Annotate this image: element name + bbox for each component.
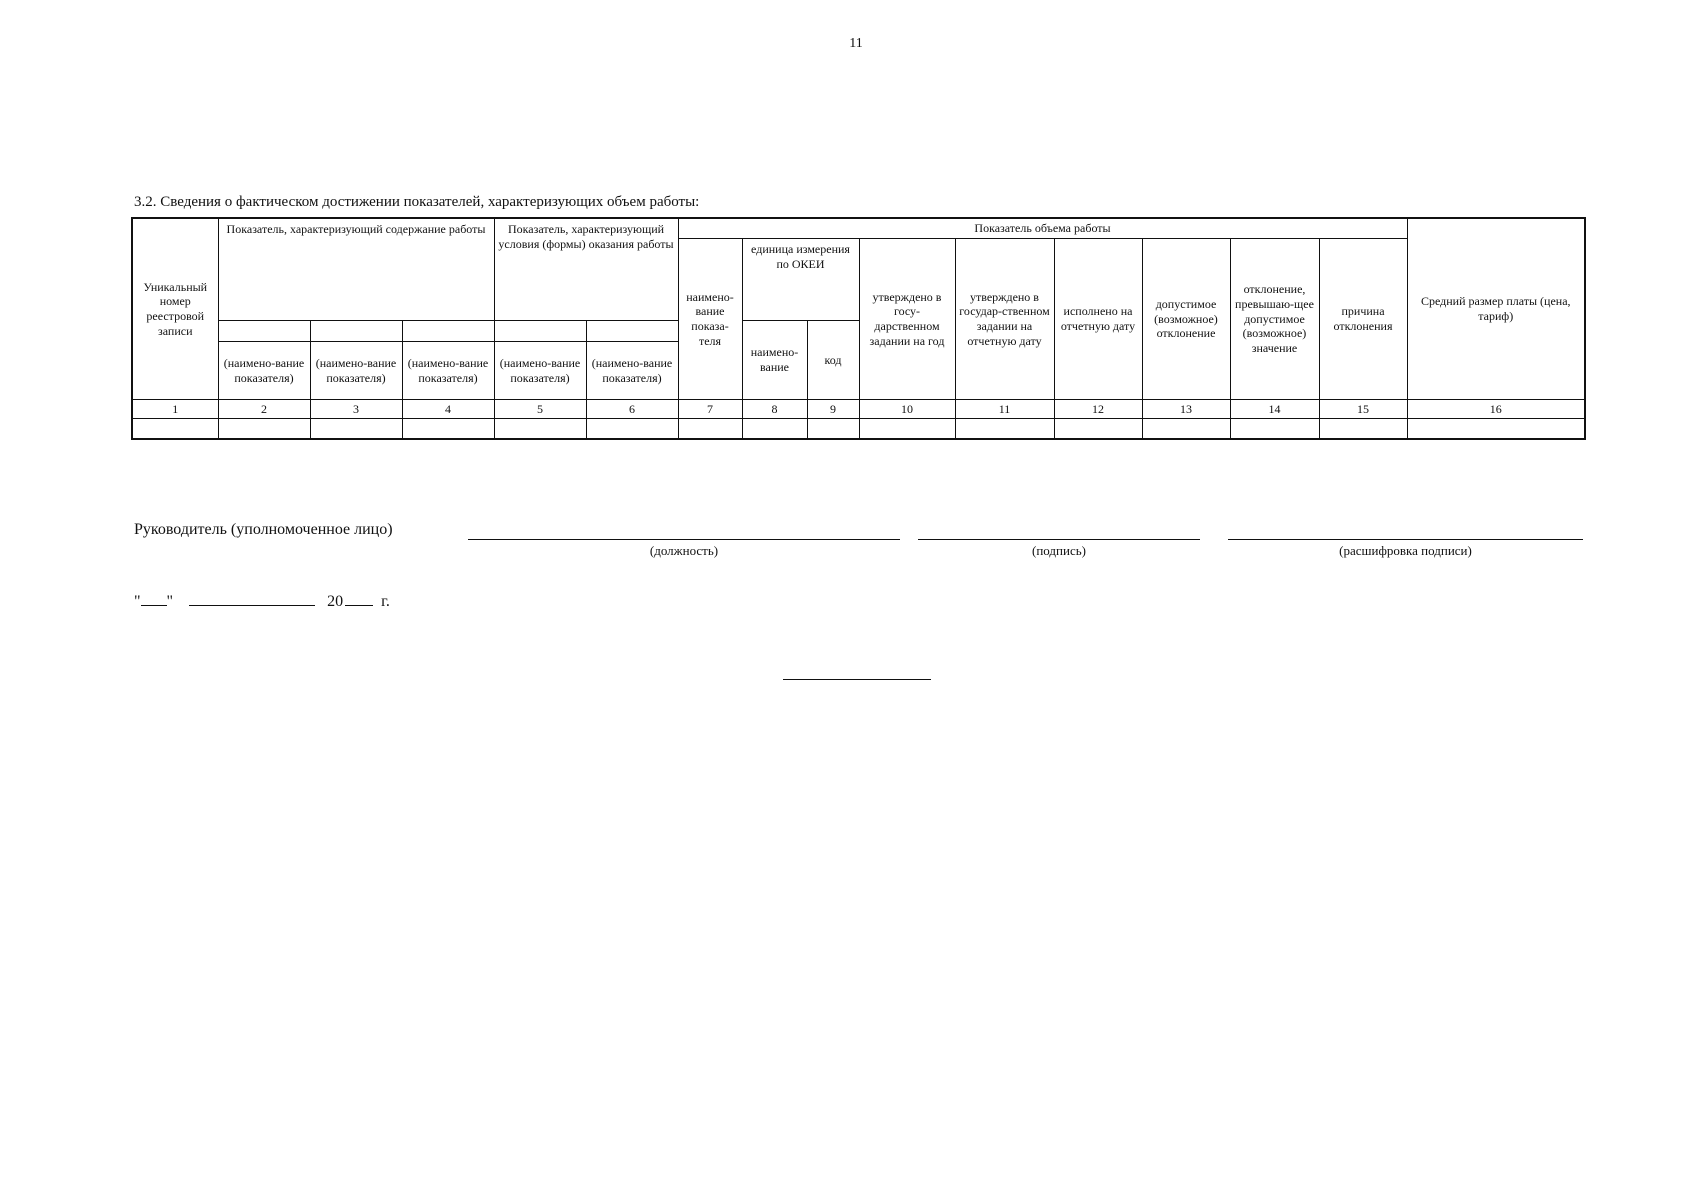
date-line [134, 591, 390, 611]
signature-caption: (подпись) [1032, 543, 1086, 558]
header-unit-code: код [807, 321, 859, 400]
header-unit-name: наимено-вание [742, 321, 807, 400]
header-approved-year: утверждено в госу-дарственном задании на год [859, 239, 955, 400]
column-number: 3 [310, 400, 402, 419]
column-number: 8 [742, 400, 807, 419]
subheader-indicator-name: (наимено-вание показателя) [586, 342, 678, 400]
blank-cell [494, 321, 586, 342]
column-number: 13 [1142, 400, 1230, 419]
empty-data-row [132, 419, 1585, 440]
header-allowed-deviation: допустимое (возможное) отклонение [1142, 239, 1230, 400]
empty-cell [1230, 419, 1319, 440]
month-blank [189, 591, 315, 606]
subheader-indicator-name: (наимено-вание показателя) [310, 342, 402, 400]
decryption-line [1228, 539, 1583, 540]
decryption-caption: (расшифровка подписи) [1339, 543, 1472, 558]
empty-cell [955, 419, 1054, 440]
empty-cell [1142, 419, 1230, 440]
page-number: 11 [849, 36, 863, 51]
column-number: 4 [402, 400, 494, 419]
column-number: 6 [586, 400, 678, 419]
column-number: 9 [807, 400, 859, 419]
empty-cell [402, 419, 494, 440]
empty-cell [1054, 419, 1142, 440]
subheader-indicator-name: (наимено-вание показателя) [494, 342, 586, 400]
column-number: 11 [955, 400, 1054, 419]
year-blank [345, 591, 373, 606]
subheader-indicator-name: (наимено-вание показателя) [218, 342, 310, 400]
position-caption: (должность) [649, 543, 719, 558]
empty-cell [132, 419, 218, 440]
column-number: 10 [859, 400, 955, 419]
empty-cell [807, 419, 859, 440]
header-okei-unit: единица измерения по ОКЕИ [742, 239, 859, 321]
signature-line [918, 539, 1200, 540]
year-prefix: 20 [327, 593, 344, 610]
empty-cell [859, 419, 955, 440]
position-line [468, 539, 900, 540]
column-number: 5 [494, 400, 586, 419]
column-number: 7 [678, 400, 742, 419]
empty-cell [742, 419, 807, 440]
blank-cell [402, 321, 494, 342]
column-number: 2 [218, 400, 310, 419]
column-number: 14 [1230, 400, 1319, 419]
header-approved-reporting-date: утверждено в государ-ственном задании на отчетную дату [955, 239, 1054, 400]
header-indicator-name: наимено-вание показа-теля [678, 239, 742, 400]
header-exceeding-deviation: отклонение, превышаю-щее допустимое (возможное) значение [1230, 239, 1319, 400]
empty-cell [1319, 419, 1407, 440]
header-executed: исполнено на отчетную дату [1054, 239, 1142, 400]
volume-indicators-table [131, 217, 1586, 440]
blank-cell [218, 321, 310, 342]
column-number: 16 [1407, 400, 1585, 419]
day-blank [141, 591, 167, 606]
end-rule [783, 679, 931, 680]
date-close-quote: " [166, 593, 174, 610]
column-number: 15 [1319, 400, 1407, 419]
year-suffix: г. [381, 593, 390, 610]
column-number: 12 [1054, 400, 1142, 419]
empty-cell [218, 419, 310, 440]
blank-cell [310, 321, 402, 342]
date-open-quote: " [134, 593, 141, 610]
header-registry-number: Уникальный номер реестровой записи [132, 218, 218, 400]
empty-cell [1407, 419, 1585, 440]
column-number: 1 [132, 400, 218, 419]
header-volume-indicator: Показатель объема работы [678, 218, 1407, 239]
section-title: 3.2. Сведения о фактическом достижении показателей, характеризующих объем работы: [134, 194, 700, 210]
empty-cell [310, 419, 402, 440]
blank-cell [586, 321, 678, 342]
empty-cell [678, 419, 742, 440]
header-deviation-reason: причина отклонения [1319, 239, 1407, 400]
empty-cell [494, 419, 586, 440]
subheader-indicator-name: (наимено-вание показателя) [402, 342, 494, 400]
header-conditions-indicator: Показатель, характеризующий условия (формы) оказания работы [494, 218, 678, 321]
empty-cell [586, 419, 678, 440]
head-label: Руководитель (уполномоченное лицо) [134, 521, 393, 538]
header-content-indicator: Показатель, характеризующий содержание работы [218, 218, 494, 321]
header-average-fee: Средний размер платы (цена, тариф) [1407, 218, 1585, 400]
